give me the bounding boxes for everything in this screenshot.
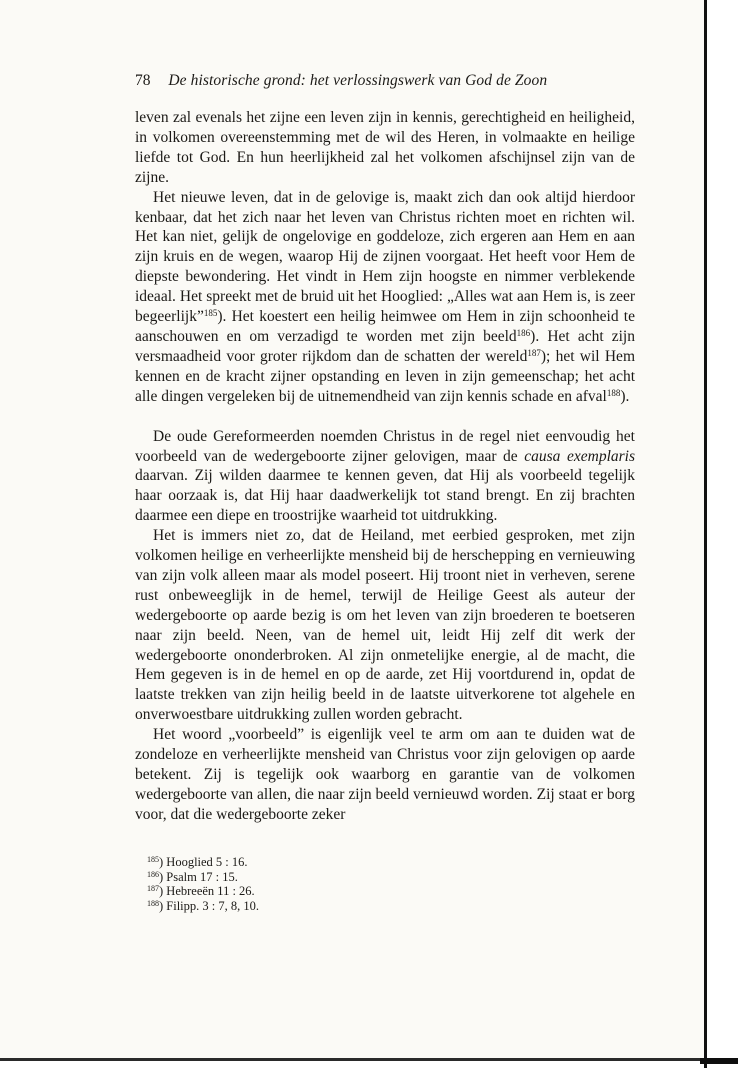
footnote-185 <box>147 855 447 870</box>
page-edge-right <box>704 0 707 1068</box>
paragraph-4: Het is immers niet zo, dat de Heiland, met eerbied gesproken, met zijn volkomen heilige en verheerlijkte mensheid bij de herschepping en vernieuwing van zijn volk alleen maar als model poseert. Hij troont niet in verheven, serene rust onbeweeglijk in de hemel, terwijl de Heilige Geest als auteur der wedergeboorte op aarde bezig is om het leven van zijn broederen te boetseren naar zijn beeld. Neen, van de hemel uit, leidt Hij zelf dit werk der wedergeboorte ononderbroken. Al zijn onmetelijke energie, al de macht, die Hem gegeven is in de hemel en op de aarde, zet Hij voortdurend in, opdat de laatste trekken van zijn heilig beeld in de laatste uitverkorene tot algehele en onverwoestbare uitdrukking zullen worden gebracht. <box>135 527 635 724</box>
footnote-number: 185 <box>147 855 159 864</box>
paragraph-5: Het woord „voorbeeld” is eigenlijk veel te arm om aan te duiden wat de zondeloze en verheerlijkte mensheid van Christus voor zijn gelovigen op aarde betekent. Zij is tegelijk ook waarborg en garantie van de volkomen wedergeboorte van allen, die naar zijn beeld vernieuwd worden. Zij staat er borg voor, dat die wedergeboorte zeker <box>135 726 635 823</box>
footnote-188 <box>147 899 447 914</box>
paragraph-2 <box>135 188 635 407</box>
footnotes <box>147 855 447 913</box>
running-header <box>135 72 635 90</box>
footnote-text: ) Psalm 17 : 15. <box>159 869 238 884</box>
footnote-text: ) Filipp. 3 : 7, 8, 10. <box>159 898 260 913</box>
scan-corner-mark <box>700 1058 738 1064</box>
running-title: De historische grond: het verlossingswerk van God de Zoon <box>168 72 548 89</box>
paragraph-3-emphasis: causa exemplaris <box>524 447 636 465</box>
footnote-ref-186: 186 <box>516 327 531 338</box>
paragraph-3-part-a: De oude Gereformeerden noemden Christus in de regel niet eenvoudig het voorbeeld van de wedergeboorte zijner gelovigen, maar de <box>135 427 635 465</box>
paragraph-2-part-d: ); het wil Hem kennen en de kracht zijner opstanding en leven in zijn gemeenschap; het acht alle dingen vergeleken bij de uitnemendheid van zijn kennis schade en afval <box>135 347 635 405</box>
footnote-text: ) Hooglied 5 : 16. <box>159 855 248 869</box>
footnote-number: 188 <box>147 898 159 908</box>
footnote-186 <box>147 870 447 885</box>
paragraph-2-part-e: ). <box>620 387 630 405</box>
paragraph-3-part-b: daarvan. Zij wilden daarmee te kennen geven, dat Hij als voorbeeld tegelijk haar oorzaak is, dat Hij haar daadwerkelijk tot stand brengt. En zij brachten daarmee een diepe en troostrijke waarheid tot uitdrukking. <box>135 467 635 525</box>
footnote-number: 186 <box>147 869 159 879</box>
footnote-ref-187: 187 <box>527 347 541 358</box>
paragraph-2-part-a: Het nieuwe leven, dat in de gelovige is, maakt zich dan ook altijd hierdoor kenbaar, dat het zich naar het leven van Christus richten moet en richten wil. Het kan niet, gelijk de ongelovige en goddeloze, zich ergeren aan Hem en aan zijn kruis en de wegen, waarop Hij de zijnen voorgaat. Het heeft voor Hem de diepste bewondering. Het vindt in Hem zijn hoogste en nimmer verblekende ideaal. Het spreekt met de bruid uit het Hooglied: „Alles wat aan Hem is, is zeer begeerlijk” <box>135 188 635 326</box>
footnote-ref-188: 188 <box>606 387 621 398</box>
body-text <box>135 108 635 825</box>
footnote-number: 187 <box>147 884 159 893</box>
footnote-187 <box>147 884 447 899</box>
footnote-text: ) Hebreeën 11 : 26. <box>159 884 255 898</box>
page-edge-bottom <box>0 1058 707 1061</box>
paragraph-1: leven zal evenals het zijne een leven zijn in kennis, gerechtigheid en heiligheid, in volkomen overeenstemming met de wil des Heren, in volmaakte en heilige liefde tot God. En hun heerlijkheid zal het volkomen afschijnsel zijn van de zijne. <box>135 109 635 186</box>
page-number: 78 <box>135 72 151 89</box>
paragraph-2-part-b: ). Het koestert een heilig heimwee om Hem in zijn schoonheid te aanschouwen en om verzadigd te worden met zijn beeld <box>135 308 635 345</box>
footnote-ref-185: 185 <box>203 308 218 319</box>
paragraph-2-part-c: ). Het acht zijn versmaadheid voor groter rijkdom dan de schatten der wereld <box>135 327 635 365</box>
paragraph-3 <box>135 427 635 527</box>
